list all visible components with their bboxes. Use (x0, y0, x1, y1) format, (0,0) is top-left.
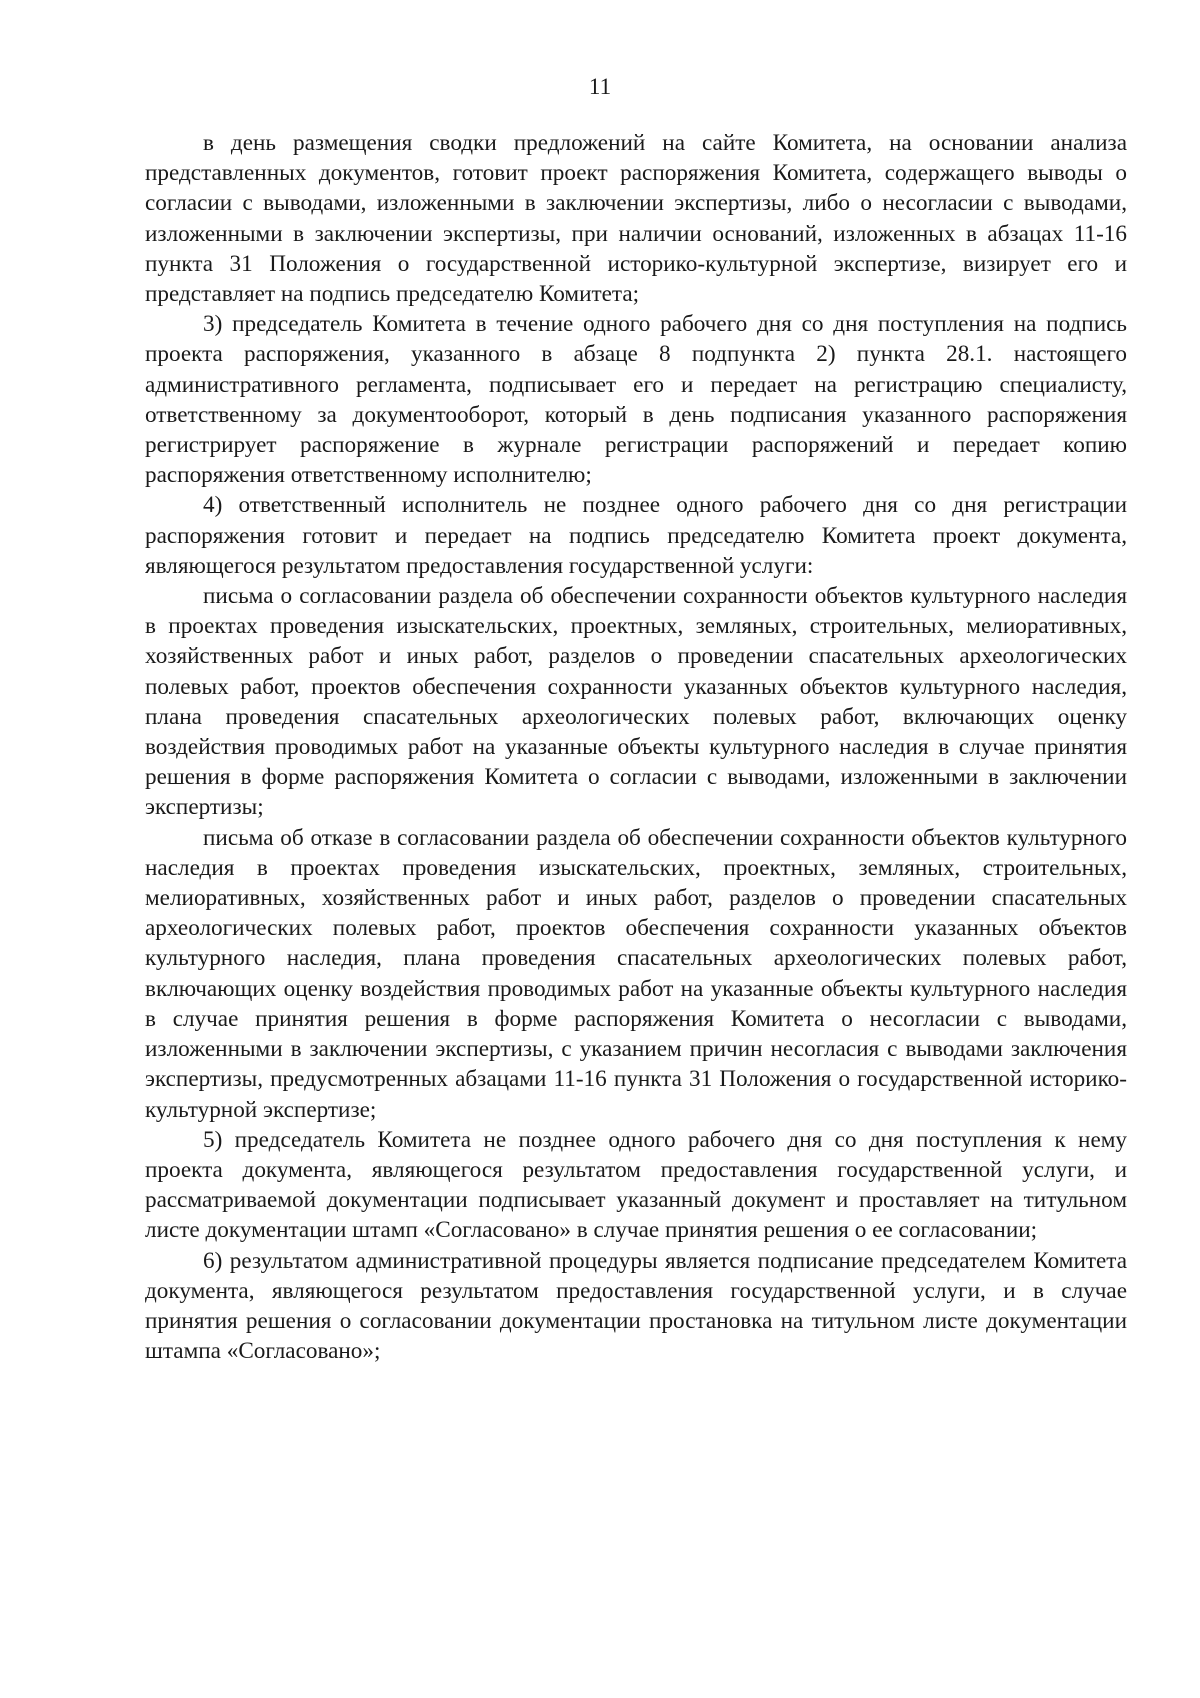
paragraph-step-3: 3) председатель Комитета в течение одного рабочего дня со дня поступления на подпись проекта распоряжения, указанного в абзаце 8 подпункта 2) пункта 28.1. настоящего административного регламента, подписывает его и передает на регистрацию специалисту, ответственному за документооборот, который в день подписания указанного распоряжения регистрирует распоряжение в журнале регистрации распоряжений и передает копию распоряжения ответственному исполнителю; (145, 311, 1127, 489)
paragraph-step-4: 4) ответственный исполнитель не позднее одного рабочего дня со дня регистрации распоряжения готовит и передает на подпись председателю Комитета проект документа, являющегося результатом предоставления государственной услуги: (145, 492, 1127, 579)
paragraph-approval-letters: письма о согласовании раздела об обеспечении сохранности объектов культурного наследия в проектах проведения изыскательских, проектных, земляных, строительных, мелиоративных, хозяйственных работ и иных работ, разделов о проведении спасательных археологических полевых работ, проектов обеспечения сохранности указанных объектов культурного наследия, плана проведения спасательных археологических полевых работ, включающих оценку воздействия проводимых работ на указанные объекты культурного наследия в случае принятия решения в форме распоряжения Комитета о согласии с выводами, изложенными в заключении экспертизы; (145, 583, 1127, 821)
page-number: 11 (588, 74, 612, 99)
paragraph-refusal-letters: письма об отказе в согласовании раздела об обеспечении сохранности объектов культурного наследия в проектах проведения изыскательских, проектных, земляных, строительных, мелиоративных, хозяйственных работ и иных работ, разделов о проведении спасательных археологических полевых работ, проектов обеспечения сохранности указанных объектов культурного наследия, плана проведения спасательных археологических полевых работ, включающих оценку воздействия проводимых работ на указанные объекты культурного наследия в случае принятия решения в форме распоряжения Комитета о несогласии с выводами, изложенными в заключении экспертизы, с указанием причин несогласия с выводами заключения экспертизы, предусмотренных абзацами 11-16 пункта 31 Положения о государственной историко-культурной экспертизе; (145, 824, 1127, 1123)
paragraph-step-5: 5) председатель Комитета не позднее одного рабочего дня со дня поступления к нему проекта документа, являющегося результатом предоставления государственной услуги, и рассматриваемой документации подписывает указанный документ и проставляет на титульном листе документации штамп «Согласовано» в случае принятия решения о ее согласовании; (145, 1126, 1127, 1244)
paragraph-analysis: в день размещения сводки предложений на сайте Комитета, на основании анализа представленных документов, готовит проект распоряжения Комитета, содержащего выводы о согласии с выводами, изложенными в заключении экспертизы, либо о несогласии с выводами, изложенными в заключении экспертизы, при наличии оснований, изложенных в абзацах 11-16 пункта 31 Положения о государственной историко-культурной экспертизе, визирует его и представляет на подпись председателю Комитета; (145, 130, 1127, 308)
paragraph-step-6: 6) результатом административной процедуры является подписание председателем Комитета документа, являющегося результатом предоставления государственной услуги, и в случае принятия решения о согласовании документации простановка на титульном листе документации штампа «Согласовано»; (145, 1247, 1127, 1365)
document-body (145, 128, 1127, 1366)
